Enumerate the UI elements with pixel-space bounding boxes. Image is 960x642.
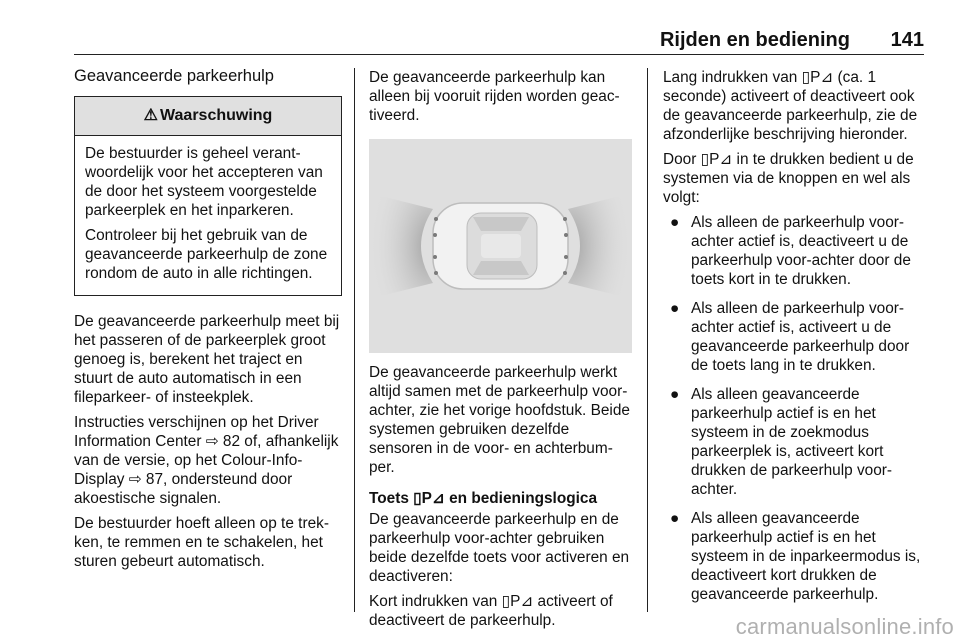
- section-title: Geavanceerde parkeerhulp: [74, 67, 274, 85]
- body-paragraph: Kort indrukken van ▯P⊿ activeert of deactiveert de parkeerhulp.: [369, 593, 613, 629]
- column-2: [369, 68, 632, 636]
- bullet-icon: ●: [670, 214, 680, 231]
- warning-body: [75, 136, 341, 295]
- list-item: [663, 299, 928, 375]
- body-paragraph: De geavanceerde parkeerhulp meet bij het passeren of de parkeerplek groot genoeg is, berekent het traject en stuurt de auto automatisch in een fileparkeer- of insteekplek.: [74, 313, 340, 406]
- body-paragraph: De geavanceerde parkeerhulp werkt altijd samen met de parkeerhulp voor-achter, zie het vorige hoofdstuk. Beide systemen gebruiken dezelfde sensoren in de voor- en achterbumper.: [369, 364, 630, 476]
- parking-sensor-illustration: [369, 139, 632, 353]
- warning-title: Waarschuwing: [160, 107, 273, 124]
- column-divider-1: [354, 68, 355, 612]
- body-paragraph: De geavanceerde parkeerhulp kan alleen bij vooruit rijden worden geactiveerd.: [369, 69, 620, 124]
- list-item-text: Als alleen de parkeerhulp voor-achter actief is, deactiveert u de parkeerhulp voor-achter door de toets kort in te drukken.: [691, 214, 911, 288]
- warning-paragraph: Controleer bij het gebruik van de geavanceerde parkeerhulp de zone rondom de auto in alle richtingen.: [85, 227, 328, 282]
- body-paragraph: De bestuurder hoeft alleen op te trekken, te remmen en te schakelen, het sturen gebeurt automatisch.: [74, 515, 329, 570]
- subheading: Toets ▯P⊿ en bedieningslogica: [369, 490, 598, 507]
- warning-paragraph: De bestuurder is geheel verantwoordelijk voor het accepteren van de door het systeem voorgestelde parkeerplek en het inparkeren.: [85, 145, 323, 219]
- list-item-text: Als alleen geavanceerde parkeerhulp actief is en het systeem in de zoekmodus parkeerplek is, activeert kort drukken de parkeerhulp voor-achter.: [691, 386, 893, 498]
- bullet-icon: ●: [670, 510, 680, 527]
- body-paragraph: Instructies verschijnen op het Driver Information Center ⇨ 82 of, afhankelijk van de versie, op het Colour-Info-Display ⇨ 87, ondersteund door akoestische signalen.: [74, 414, 339, 507]
- list-item-text: Als alleen geavanceerde parkeerhulp actief is en het systeem in de inparkeermodus is, deactiveert kort drukken de geavanceerde parkeerhulp.: [691, 510, 921, 603]
- warning-header: [75, 97, 341, 136]
- column-1: [74, 96, 342, 577]
- watermark: carmanualsonline.info: [735, 614, 954, 639]
- body-paragraph: Door ▯P⊿ in te drukken bedient u de systemen via de knoppen en wel als volgt:: [663, 151, 914, 206]
- body-paragraph: De geavanceerde parkeerhulp en de parkeerhulp voor-achter gebruiken beide dezelfde toets voor activeren en deactiveren:: [369, 511, 630, 585]
- bullet-icon: ●: [670, 300, 680, 317]
- column-3: [663, 68, 928, 614]
- list-item: [663, 385, 928, 499]
- list-item: [663, 213, 928, 289]
- list-item-text: Als alleen de parkeerhulp voor-achter actief is, activeert u de geavanceerde parkeerhulp door de toets lang in te drukken.: [691, 300, 910, 374]
- list-item: [663, 509, 928, 604]
- body-paragraph: Lang indrukken van ▯P⊿ (ca. 1 seconde) activeert of deactiveert ook de geavanceerde parkeerhulp, zie de afzonderlijke beschrijving hieronder.: [663, 69, 918, 143]
- column-divider-2: [647, 68, 648, 612]
- car-top-view-icon: [369, 139, 632, 353]
- warning-triangle-icon: ⚠: [143, 107, 159, 124]
- header-rule: [74, 54, 924, 55]
- page-number: 141: [890, 29, 924, 51]
- running-header-title: Rijden en bediening: [659, 29, 850, 51]
- warning-box: [74, 96, 342, 296]
- bullet-icon: ●: [670, 386, 680, 403]
